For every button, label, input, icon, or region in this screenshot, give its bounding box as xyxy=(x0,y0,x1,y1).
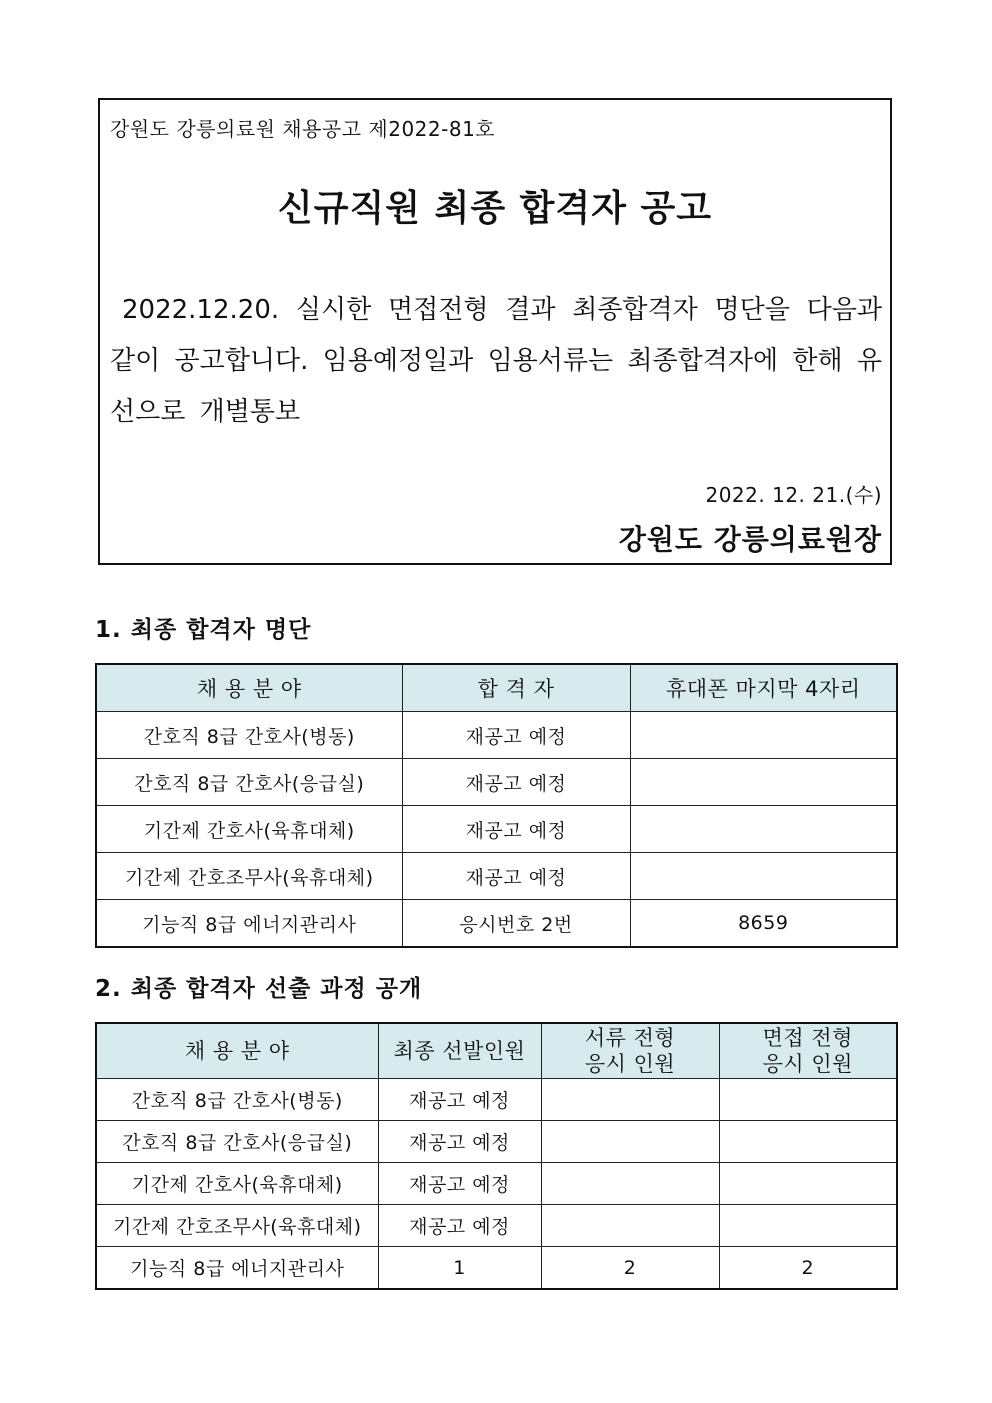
cell-final-selected: 재공고 예정 xyxy=(378,1121,541,1163)
notice-body xyxy=(110,285,882,438)
cell-final-selected: 재공고 예정 xyxy=(378,1079,541,1121)
cell-finalist: 재공고 예정 xyxy=(402,806,630,853)
header-interview-applicants xyxy=(719,1023,897,1079)
cell-finalist: 응시번호 2번 xyxy=(402,900,630,948)
cell-field: 기능직 8급 에너지관리사 xyxy=(96,900,402,948)
cell-finalist: 재공고 예정 xyxy=(402,759,630,806)
cell-field: 간호직 8급 간호사(병동) xyxy=(96,712,402,759)
cell-document-applicants xyxy=(541,1121,719,1163)
cell-field: 기능직 8급 에너지관리사 xyxy=(96,1247,378,1290)
cell-document-applicants xyxy=(541,1163,719,1205)
cell-interview-applicants xyxy=(719,1205,897,1247)
cell-field: 기간제 간호조무사(육휴대체) xyxy=(96,1205,378,1247)
table-row xyxy=(96,759,897,806)
section1-title: 1. 최종 합격자 명단 xyxy=(95,617,312,643)
notice-title: 신규직원 최종 합격자 공고 xyxy=(277,188,713,229)
table-row xyxy=(96,1205,897,1247)
cell-document-applicants: 2 xyxy=(541,1247,719,1290)
section2-title: 2. 최종 합격자 선출 과정 공개 xyxy=(95,976,423,1002)
header-phone-last4: 휴대폰 마지막 4자리 xyxy=(630,664,897,712)
cell-field: 간호직 8급 간호사(병동) xyxy=(96,1079,378,1121)
header-finalist: 합 격 자 xyxy=(402,664,630,712)
selection-process-table xyxy=(95,1022,898,1290)
cell-interview-applicants: 2 xyxy=(719,1247,897,1290)
cell-field: 기간제 간호조무사(육휴대체) xyxy=(96,853,402,900)
cell-finalist: 재공고 예정 xyxy=(402,712,630,759)
cell-field: 간호직 8급 간호사(응급실) xyxy=(96,1121,378,1163)
finalist-table xyxy=(95,663,898,948)
table-row xyxy=(96,712,897,759)
cell-field: 기간제 간호사(육휴대체) xyxy=(96,1163,378,1205)
table-row xyxy=(96,806,897,853)
cell-final-selected: 재공고 예정 xyxy=(378,1163,541,1205)
notice-number: 강원도 강릉의료원 채용공고 제2022-81호 xyxy=(110,117,496,141)
cell-final-selected: 1 xyxy=(378,1247,541,1290)
cell-field: 간호직 8급 간호사(응급실) xyxy=(96,759,402,806)
table-row xyxy=(96,1121,897,1163)
header-field: 채 용 분 야 xyxy=(96,1023,378,1079)
table-row xyxy=(96,1247,897,1290)
header-document-applicants-label: 서류 전형 응시 인원 xyxy=(584,1026,676,1076)
table-row xyxy=(96,1079,897,1121)
table-header-row xyxy=(96,1023,897,1079)
cell-interview-applicants xyxy=(719,1121,897,1163)
notice-signer: 강원도 강릉의료원장 xyxy=(618,523,882,556)
table-row xyxy=(96,1163,897,1205)
notice-date: 2022. 12. 21.(수) xyxy=(705,483,882,507)
notice-body-text: 2022.12.20. 실시한 면접전형 결과 최종합격자 명단을 다음과 같이 공고합니다. 임용예정일과 임용서류는 최종합격자에 한해 유선으로 개별통보 xyxy=(110,295,882,427)
notice-box xyxy=(98,98,892,565)
table-header-row xyxy=(96,664,897,712)
cell-finalist: 재공고 예정 xyxy=(402,853,630,900)
cell-document-applicants xyxy=(541,1079,719,1121)
header-field: 채 용 분 야 xyxy=(96,664,402,712)
header-document-applicants xyxy=(541,1023,719,1079)
header-interview-applicants-label: 면접 전형 응시 인원 xyxy=(762,1026,853,1076)
table-row xyxy=(96,900,897,948)
table-row xyxy=(96,853,897,900)
cell-field: 기간제 간호사(육휴대체) xyxy=(96,806,402,853)
cell-phone xyxy=(630,712,897,759)
cell-phone: 8659 xyxy=(630,900,897,948)
cell-interview-applicants xyxy=(719,1079,897,1121)
cell-final-selected: 재공고 예정 xyxy=(378,1205,541,1247)
cell-interview-applicants xyxy=(719,1163,897,1205)
cell-phone xyxy=(630,759,897,806)
cell-phone xyxy=(630,853,897,900)
header-final-selected: 최종 선발인원 xyxy=(378,1023,541,1079)
cell-phone xyxy=(630,806,897,853)
cell-document-applicants xyxy=(541,1205,719,1247)
